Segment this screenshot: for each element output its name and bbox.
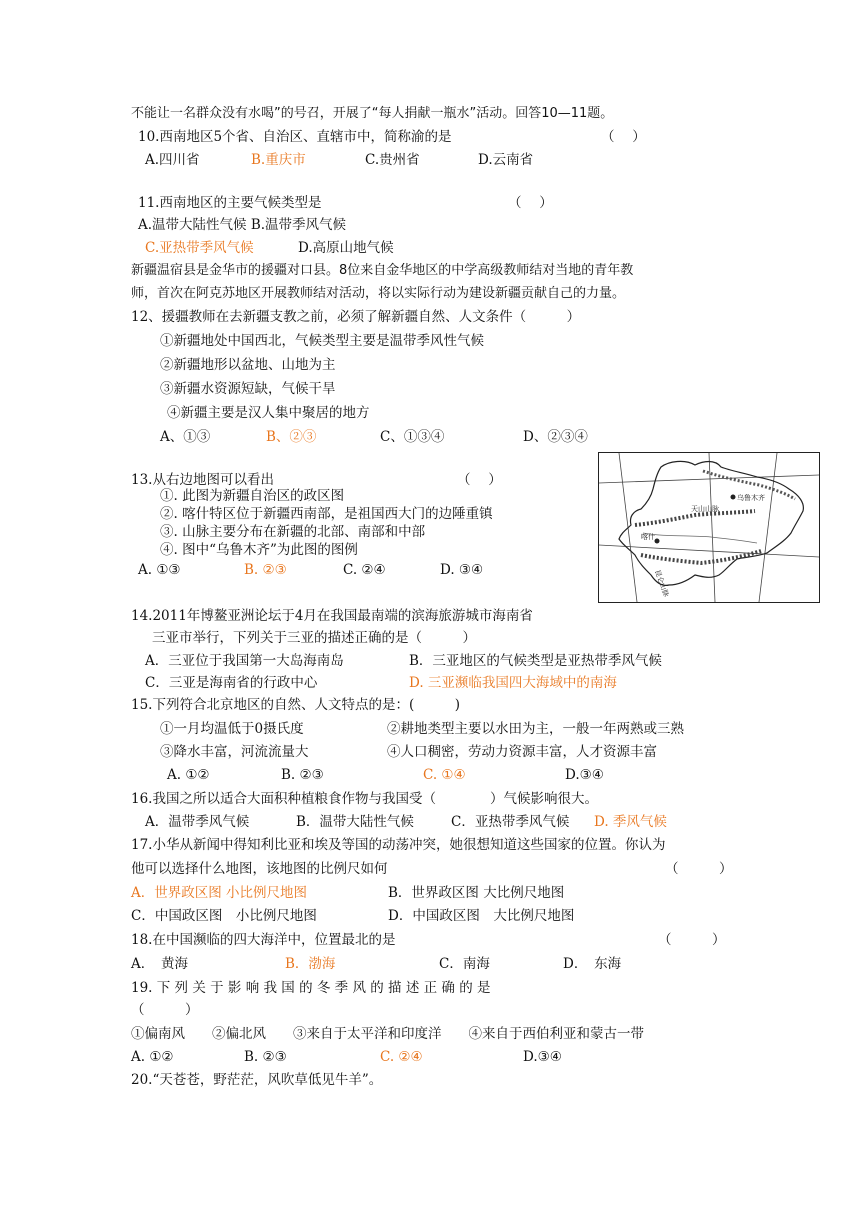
xinjiang-map-drawing [599, 453, 819, 602]
intro-xinjiang-line2: 师，首次在阿克苏地区开展教师结对活动，将以实际行动为建设新疆贡献自己的力量。 [131, 286, 626, 301]
q10-paren: （ ） [601, 129, 646, 145]
q12-option-a: A、①③ [160, 429, 211, 445]
q16-option-a: A．温带季风气候 [145, 814, 250, 830]
q17-stem-line2: 他可以选择什么地图，该地图的比例尺如何 [131, 861, 388, 877]
q16-option-c: C．亚热带季风气候 [451, 814, 570, 830]
q14-option-b: B．三亚地区的气候类型是亚热带季风气候 [409, 653, 662, 669]
q11-option-c: C.亚热带季风气候 [145, 240, 254, 256]
q12-option-b: B、②③ [266, 429, 317, 445]
q13-statement-4: ④. 图中“乌鲁木齐”为此图的图例 [160, 542, 358, 558]
xinjiang-map [598, 452, 820, 603]
q14-option-a: A．三亚位于我国第一大岛海南岛 [145, 653, 344, 669]
q13-option-d: D. ③④ [440, 562, 484, 578]
q14-stem-line2: 三亚市举行，下列关于三亚的描述正确的是（ ） [152, 630, 476, 646]
q17-option-a: A．世界政区图 小比例尺地图 [131, 885, 308, 901]
tarim-river [643, 533, 757, 543]
q18-option-b: B．渤海 [285, 956, 336, 972]
q13-option-b: B. ②③ [244, 562, 287, 578]
q11-option-ab: A.温带大陆性气候 B.温带季风气候 [138, 217, 347, 233]
q11-paren: （ ） [508, 195, 553, 211]
q19-option-a: A. ①② [131, 1049, 174, 1065]
q20-stem: 20.“天苍苍，野茫茫，风吹草低见牛羊”。 [131, 1072, 383, 1088]
q15-statement-4: ④人口稠密，劳动力资源丰富，人才资源丰富 [387, 744, 657, 760]
q13-paren: （ ） [457, 472, 502, 488]
q16-option-d: D. 季风气候 [594, 814, 667, 830]
q10-option-d: D.云南省 [478, 152, 534, 168]
q13-statement-3: ③. 山脉主要分布在新疆的北部、南部和中部 [160, 524, 426, 540]
q19-stem: 19. 下 列 关 于 影 响 我 国 的 冬 季 风 的 描 述 正 确 的 是 [131, 980, 491, 996]
q10-option-a: A.四川省 [145, 152, 200, 168]
kashgar-dot [655, 539, 660, 544]
q13-statement-2: ②. 喀什特区位于新疆西南部，是祖国西大门的边陲重镇 [160, 506, 493, 522]
q12-statement-3: ③新疆水资源短缺，气候干旱 [160, 381, 336, 397]
q12-stem: 12、援疆教师在去新疆支教之前，必须了解新疆自然、人文条件（ ） [131, 309, 581, 325]
q15-option-b: B. ②③ [281, 767, 324, 783]
q19-option-b: B. ②③ [244, 1049, 287, 1065]
q15-option-d: D.③④ [565, 767, 604, 783]
q17-option-b: B．世界政区图 大比例尺地图 [388, 885, 565, 901]
q14-option-d: D. 三亚濒临我国四大海域中的南海 [409, 675, 617, 691]
q13-option-a: A. ①③ [138, 562, 181, 578]
q14-stem-line1: 14.2011年博鳌亚洲论坛于4月在我国最南端的滨海旅游城市海南省 [131, 608, 533, 624]
q13-statement-1: ①. 此图为新疆自治区的政区图 [160, 488, 345, 504]
q18-option-d: D． 东海 [563, 956, 622, 972]
q17-paren: （ ） [665, 861, 733, 877]
q17-option-c: C．中国政区图 小比例尺地图 [131, 908, 317, 924]
map-label-kashgar: 喀什 [641, 533, 655, 541]
urumqi-dot [731, 495, 736, 500]
tianshan-range [635, 511, 755, 525]
q12-statement-4: ④新疆主要是汉人集中聚居的地方 [167, 405, 370, 421]
intro-xinjiang-line1: 新疆温宿县是金华市的援疆对口县。8位来自金华地区的中学高级教师结对当地的青年教 [131, 263, 634, 278]
q18-stem: 18.在中国濒临的四大海洋中，位置最北的是 [131, 932, 396, 948]
q19-paren: （ ） [131, 1002, 199, 1018]
q12-statement-2: ②新疆地形以盆地、山地为主 [160, 357, 336, 373]
q18-option-c: C．南海 [439, 956, 490, 972]
q10-stem: 10.西南地区5个省、自治区、直辖市中，简称渝的是 [138, 129, 452, 145]
map-label-kunlun: 昆仑山脉 [653, 568, 671, 598]
q13-stem: 13.从右边地图可以看出 [131, 472, 274, 488]
q18-paren: （ ） [658, 932, 726, 948]
q18-option-a: A． 黄海 [131, 956, 188, 972]
q13-option-c: C. ②④ [343, 562, 386, 578]
q17-option-d: D．中国政区图 大比例尺地图 [388, 908, 575, 924]
q15-statement-2: ②耕地类型主要以水田为主，一般一年两熟或三熟 [387, 721, 684, 737]
q15-option-a: A. ①② [167, 767, 210, 783]
q17-stem-line1: 17.小华从新闻中得知利比亚和埃及等国的动荡冲突，她很想知道这些国家的位置。你认为 [131, 837, 666, 853]
q19-option-d: D.③④ [523, 1049, 562, 1065]
map-label-tianshan: 天山山脉 [691, 505, 719, 513]
q19-statements: ①偏南风 ②偏北风 ③来自于太平洋和印度洋 ④来自于西伯利亚和蒙古一带 [131, 1026, 644, 1042]
q15-statement-1: ①一月均温低于0摄氏度 [160, 721, 304, 737]
q10-option-b: B.重庆市 [251, 152, 306, 168]
q12-statement-1: ①新疆地处中国西北，气候类型主要是温带季风性气候 [160, 333, 484, 349]
intro-water: 不能让一名群众没有水喝”的号召，开展了“每人捐献一瓶水”活动。回答10—11题。 [131, 106, 614, 121]
region-outline [619, 461, 803, 585]
q14-option-c: C．三亚是海南省的行政中心 [145, 675, 318, 691]
q12-option-d: D、②③④ [523, 429, 588, 445]
q16-option-b: B．温带大陆性气候 [296, 814, 414, 830]
q11-stem: 11.西南地区的主要气候类型是 [138, 195, 322, 211]
q12-option-c: C、①③④ [380, 429, 445, 445]
q11-option-d: D.高原山地气候 [298, 240, 394, 256]
map-label-urumqi: 乌鲁木齐 [737, 494, 765, 502]
q15-option-c: C. ①④ [423, 767, 466, 783]
q19-option-c: C. ②④ [380, 1049, 423, 1065]
q15-stem: 15.下列符合北京地区的自然、人文特点的是：( ) [131, 697, 461, 713]
q10-option-c: C.贵州省 [365, 152, 420, 168]
q16-stem: 16.我国之所以适合大面积种植粮食作物与我国受（ ）气候影响很大。 [131, 791, 598, 807]
q15-statement-3: ③降水丰富，河流流量大 [160, 744, 309, 760]
